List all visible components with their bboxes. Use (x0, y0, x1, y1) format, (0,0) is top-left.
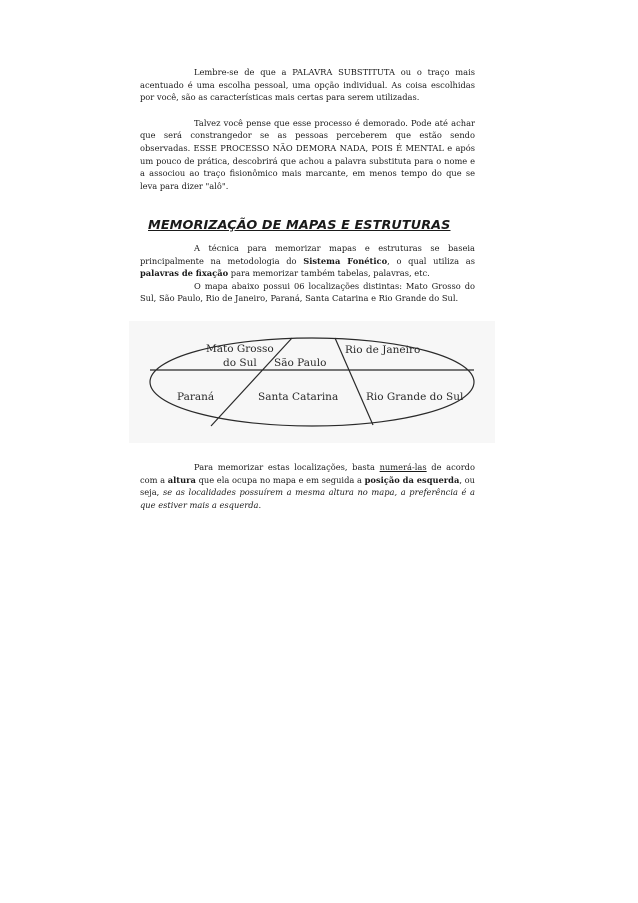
technique-section (140, 242, 475, 305)
bold-altura: altura (167, 474, 196, 485)
label-parana: Paraná (177, 391, 215, 403)
regions-map (129, 321, 495, 443)
intro-section (140, 66, 475, 192)
paragraph-processo-demorado: Talvez você pense que esse processo é demorado. Pode até achar que será constrangedor se as pessoas perceberem que estão sendo observadas. ESSE PROCESSO NÃO DEMORA NADA, POIS É MENTAL e após um pouco de prática, descobrirá que achou a palavra substituta para o nome e a associou ao traço fisionômico mais marcante, em menos tempo do que se leva para dizer "alô". (140, 117, 475, 191)
label-santa-catarina: Santa Catarina (258, 391, 339, 403)
bold-sistema-fonetico: Sistema Fonético (303, 255, 388, 266)
label-rio-de-janeiro: Rio de Janeiro (345, 344, 421, 356)
text-segment: para memorizar também tabelas, palavras, etc. (228, 268, 430, 279)
text-segment: de acordo com a (140, 462, 475, 485)
paragraph-tecnica (140, 242, 475, 280)
text-segment: , o qual utiliza as (387, 255, 475, 266)
map-outline (150, 338, 474, 426)
text-segment: , ou seja, (140, 474, 475, 498)
paragraph-numerar (140, 461, 475, 511)
section-heading: MEMORIZAÇÃO DE MAPAS E ESTRUTURAS (148, 218, 451, 233)
italic-preferencia: se as localidades possuírem a mesma altura no mapa, a preferência é a que estiver mais a esquerda. (140, 487, 476, 510)
label-rio-grande-do-sul: Rio Grande do Sul (366, 391, 464, 403)
closing-section (140, 461, 475, 511)
text-segment: que ela ocupa no mapa e em seguida a (195, 474, 365, 485)
bold-posicao-esquerda: posição da esquerda (364, 474, 460, 485)
label-sao-paulo: São Paulo (274, 357, 327, 369)
paragraph-mapa-localizacoes: O mapa abaixo possui 06 localizações distintas: Mato Grosso do Sul, São Paulo, Rio de Janeiro, Paraná, Santa Catarina e Rio Grande do Sul. (140, 280, 475, 304)
paragraph-palavra-substituta: Lembre-se de que a PALAVRA SUBSTITUTA ou o traço mais acentuado é uma escolha pessoal, uma opção individual. As coisa escolhidas por você, são as características mais certas para serem utilizadas. (140, 67, 475, 103)
map-diagram (129, 321, 495, 443)
label-mato-grosso: Mato Grosso (206, 343, 274, 355)
text-segment: A técnica para memorizar mapas e estruturas se baseia principalmente na metodologia do (140, 243, 475, 266)
underline-numera-las: numerá-las (379, 462, 427, 472)
text-segment: Para memorizar estas localizações, basta (194, 462, 380, 472)
bold-palavras-fixacao: palavras de fixação (140, 268, 229, 279)
label-do-sul: do Sul (223, 357, 257, 369)
